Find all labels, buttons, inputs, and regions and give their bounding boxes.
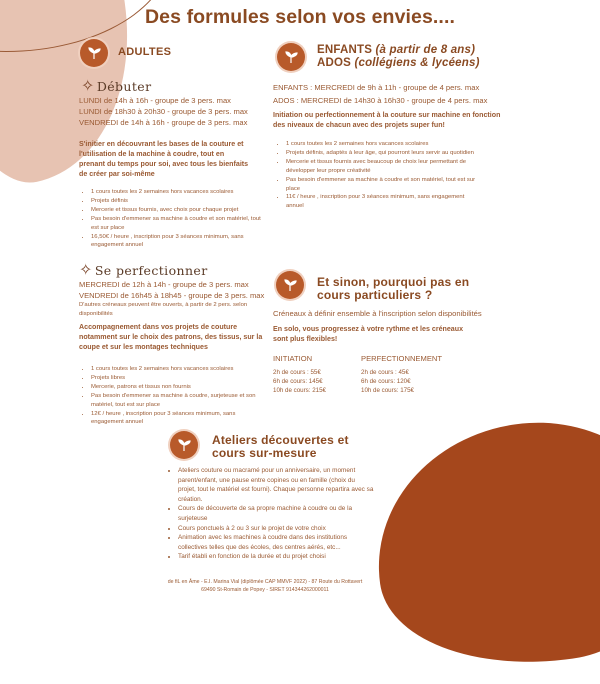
perfectionnement-label: PERFECTIONNEMENT: [361, 354, 443, 363]
debuter-schedule-line: LUNDI de 18h30 à 20h30 - groupe de 3 pers. max: [79, 107, 248, 116]
perfectionner-title: [79, 260, 208, 279]
sprout-icon: [80, 39, 108, 67]
list-item: • 12€ / heure , inscription pour 3 séances minimum, sans engagement annuel: [91, 410, 263, 428]
debuter-title-text: Débuter: [96, 79, 152, 94]
list-item: • Animation avec les machines à coudre dans des institutions collectives telles que des écoles, des centres aérés, etc...: [178, 533, 374, 552]
list-item: • Ateliers couture ou macramé pour un anniversaire, un moment parent/enfant, une pause entre copines ou en famille (choix du projet, tout le matériel est fourni). Chaque personne repartira avec sa création.: [178, 466, 374, 504]
perfectionner-bullets: [78, 365, 263, 427]
ados-heading-paren: (collégiens & lycéens): [354, 57, 480, 69]
ados-heading-main: ADOS: [317, 57, 352, 69]
price-line: 10h de cours: 175€: [361, 387, 414, 394]
ados-schedule-line: ADOS : MERCREDI de 14h30 à 16h30 - groupe de 4 pers. max: [273, 96, 488, 105]
initiation-label: INITIATION: [273, 354, 313, 363]
list-item: • 11€ / heure , inscription pour 3 séances minimum, sans engagement annuel: [286, 193, 478, 211]
enfants-schedule-line: ENFANTS : MERCREDI de 9h à 11h - groupe de 4 pers. max: [273, 83, 480, 92]
list-item: • Mercerie, patrons et tissus non fournis: [91, 383, 263, 392]
perfectionner-intro: [79, 322, 262, 352]
sparkle-icon: ✧: [81, 76, 95, 95]
list-item: • 16,50€ / heure , inscription pour 3 séances minimum, sans engagement annuel: [91, 233, 263, 251]
list-item: • 1 cours toutes les 2 semaines hors vacances scolaires: [91, 188, 263, 197]
price-line: 6h de cours: 145€: [273, 378, 323, 385]
particuliers-intro-line: sont plus flexibles!: [273, 335, 338, 343]
list-item: • 1 cours toutes les 2 semaines hors vacances scolaires: [286, 140, 478, 149]
perfectionnement-prices: [361, 368, 414, 395]
list-item: • Pas besoin d'emmener sa machine à coudre, surjeteuse et son matériel, tout est sur place: [91, 392, 263, 410]
enfants-intro: [273, 110, 500, 130]
enfants-bullets: [273, 140, 478, 211]
price-line: 2h de cours : 55€: [273, 369, 321, 376]
perfectionner-schedule-line: MERCREDI de 12h à 14h - groupe de 3 pers. max: [79, 280, 249, 289]
price-line: 2h de cours : 45€: [361, 369, 409, 376]
ateliers-bullets: [166, 466, 374, 562]
list-item: • Cours de découverte de sa propre machine à coudre ou de la surjeteuse: [178, 504, 374, 523]
list-item: • Projets définis, adaptés à leur âge, qui pourront leurs servir au quotidien: [286, 149, 478, 158]
enfants-heading-line1: [317, 44, 480, 57]
page-title: Des formules selon vos envies....: [144, 6, 455, 28]
enfants-heading: [317, 44, 480, 70]
debuter-schedule-line: VENDREDI de 14h à 16h - groupe de 3 pers. max: [79, 118, 248, 127]
list-item: • Projets libres: [91, 374, 263, 383]
perfectionner-title-text: Se perfectionner: [94, 263, 208, 278]
note-line: D'autres créneaux peuvent être ouverts, à partir de 2 pers. selon: [79, 302, 248, 308]
price-line: 6h de cours: 120€: [361, 378, 411, 385]
list-item: • Pas besoin d'emmener sa machine à coudre et son matériel, tout est sur place: [91, 215, 263, 233]
particuliers-intro: [273, 324, 463, 344]
sprout-icon: [277, 43, 305, 71]
list-item: • Cours ponctuels à 2 ou 3 sur le projet de votre choix: [178, 524, 374, 534]
list-item: • Mercerie et tissus fournis avec beaucoup de choix leur permettant de développer leur propre créativité: [286, 158, 478, 176]
initiation-prices: [273, 368, 326, 395]
perfectionner-intro-line: coupe et sur les montages techniques: [79, 343, 208, 351]
debuter-title: [81, 76, 151, 95]
list-item: • Pas besoin d'emmener sa machine à coudre et son matériel, tout est sur place: [286, 176, 478, 194]
enfants-heading-main: ENFANTS: [317, 44, 373, 56]
sprout-icon: [170, 431, 198, 459]
adultes-heading: ADULTES: [118, 46, 172, 58]
footer: [0, 578, 530, 594]
footer-line: de fiL en Âme - E.I. Marina Vial (diplômée CAP MMVF 2022) - 87 Route du Rottavert: [167, 579, 363, 585]
list-item: • 1 cours toutes les 2 semaines hors vacances scolaires: [91, 365, 263, 374]
enfants-heading-paren: (à partir de 8 ans): [375, 44, 476, 56]
debuter-intro-line: de créer par soi-même: [79, 170, 155, 178]
debuter-bullets: [78, 188, 263, 250]
ateliers-heading-line: Ateliers découvertes et: [212, 433, 349, 447]
particuliers-heading-line: Et sinon, pourquoi pas en: [317, 275, 470, 289]
debuter-intro-line: S'initier en découvrant les bases de la couture et: [79, 140, 244, 148]
perfectionner-intro-line: Accompagnement dans vos projets de couture: [79, 323, 238, 331]
enfants-intro-line: Initiation ou perfectionnement à la couture sur machine en fonction: [273, 111, 501, 119]
ateliers-heading-line: cours sur-mesure: [212, 446, 317, 460]
list-item: • Mercerie et tissus fournis, avec choix pour chaque projet: [91, 206, 263, 215]
particuliers-intro-line: En solo, vous progressez à votre rythme et les créneaux: [273, 325, 464, 333]
list-item: • Tarif établi en fonction de la durée et du projet choisi: [178, 552, 374, 562]
particuliers-heading: [317, 276, 469, 302]
perfectionner-schedule-line: VENDREDI de 16h45 à 18h45 - groupe de 3 pers. max: [79, 291, 265, 300]
debuter-schedule-line: LUNDI de 14h à 16h - groupe de 3 pers. max: [79, 96, 231, 105]
decorative-blob-bottom-right: [361, 404, 600, 683]
ateliers-heading: [212, 434, 349, 460]
particuliers-heading-line: cours particuliers ?: [317, 288, 433, 302]
footer-line: 69490 St-Romain de Popey - SIRET 914344262000011: [201, 587, 329, 593]
sprout-icon: [276, 271, 304, 299]
enfants-heading-line2: [317, 57, 480, 70]
debuter-intro-line: prenant du temps pour soi, avec tous les bienfaits: [79, 160, 249, 168]
sparkle-icon: ✧: [79, 260, 93, 279]
perfectionner-note: [79, 301, 247, 319]
list-item: • Projets définis: [91, 197, 263, 206]
particuliers-line: Créneaux à définir ensemble à l'inscription selon disponibilités: [273, 309, 482, 318]
debuter-intro-line: l'utilisation de la machine à coudre, tout en: [79, 150, 225, 158]
perfectionner-intro-line: notamment sur le choix des patrons, des tissus, sur la: [79, 333, 263, 341]
debuter-intro: [79, 139, 248, 179]
note-line: disponibilités: [79, 310, 113, 317]
price-line: 10h de cours: 215€: [273, 387, 326, 394]
enfants-intro-line: des niveaux de chacun avec des projets super fun!: [273, 121, 445, 129]
